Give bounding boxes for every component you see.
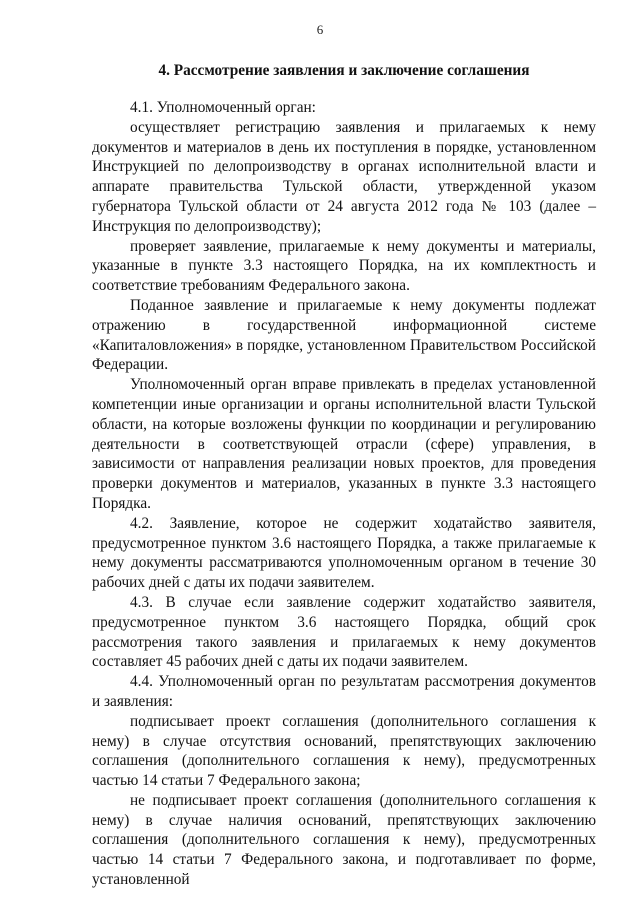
page-number: 6 <box>316 22 324 37</box>
paragraph-4-4-intro: 4.4. Уполномоченный орган по результатам рассмотрения документов и заявления: <box>92 673 596 710</box>
paragraph-signs: подписывает проект соглашения (дополнительного соглашения к нему) в случае отсутствия оснований, препятствующих заключению соглашения (дополнительного соглашения к нему), предусмотренных частью 14 статьи 7 Федерального закона; <box>92 712 596 790</box>
paragraph-involvement: Уполномоченный орган вправе привлекать в пределах установленной компетенции иные организации и органы исполнительной власти Тульской области, на которые возложены функции по координации и регулированию деятельности в соответствующей отрасли (сфере) управления, в зависимости от направления реализации новых проектов, для проведения проверки документов и материалов, указанных в пункте 3.3 настоящего Порядка. <box>92 376 596 512</box>
paragraph-verification: проверяет заявление, прилагаемые к нему документы и материалы, указанные в пункте 3.3 настоящего Порядка, на их комплектность и соответствие требованиям Федерального закона. <box>92 237 596 295</box>
paragraph-information-system: Поданное заявление и прилагаемые к нему документы подлежат отражению в государственной информационной системе «Капиталовложения» в порядке, установленном Правительством Российской Федерации. <box>92 296 596 374</box>
document-body <box>92 98 596 890</box>
section-heading: 4. Рассмотрение заявления и заключение соглашения <box>158 62 530 79</box>
paragraph-4-3: 4.3. В случае если заявление содержит ходатайство заявителя, предусмотренное пунктом 3.6 настоящего Порядка, общий срок рассмотрения такого заявления и прилагаемых к нему документов составляет 45 рабочих дней с даты их подачи заявителем. <box>92 593 596 671</box>
paragraph-does-not-sign: не подписывает проект соглашения (дополнительного соглашения к нему) в случае наличия оснований, препятствующих заключению соглашения (дополнительного соглашения к нему), предусмотренных частью 14 статьи 7 Федерального закона, и подготавливает по форме, установленной <box>92 791 596 889</box>
paragraph-registration: осуществляет регистрацию заявления и прилагаемых к нему документов и материалов в день их поступления в порядке, установленном Инструкцией по делопроизводству в органах исполнительной власти и аппарате правительства Тульской области, утвержденной указом губернатора Тульской области от 24 августа 2012 года № 103 (далее – Инструкция по делопроизводству); <box>92 118 596 235</box>
paragraph-4-1-intro: 4.1. Уполномоченный орган: <box>130 99 316 116</box>
paragraph-4-2: 4.2. Заявление, которое не содержит ходатайство заявителя, предусмотренное пунктом 3.6 настоящего Порядка, а также прилагаемые к нему документы рассматриваются уполномоченным органом в течение 30 рабочих дней с даты их подачи заявителем. <box>92 514 596 592</box>
